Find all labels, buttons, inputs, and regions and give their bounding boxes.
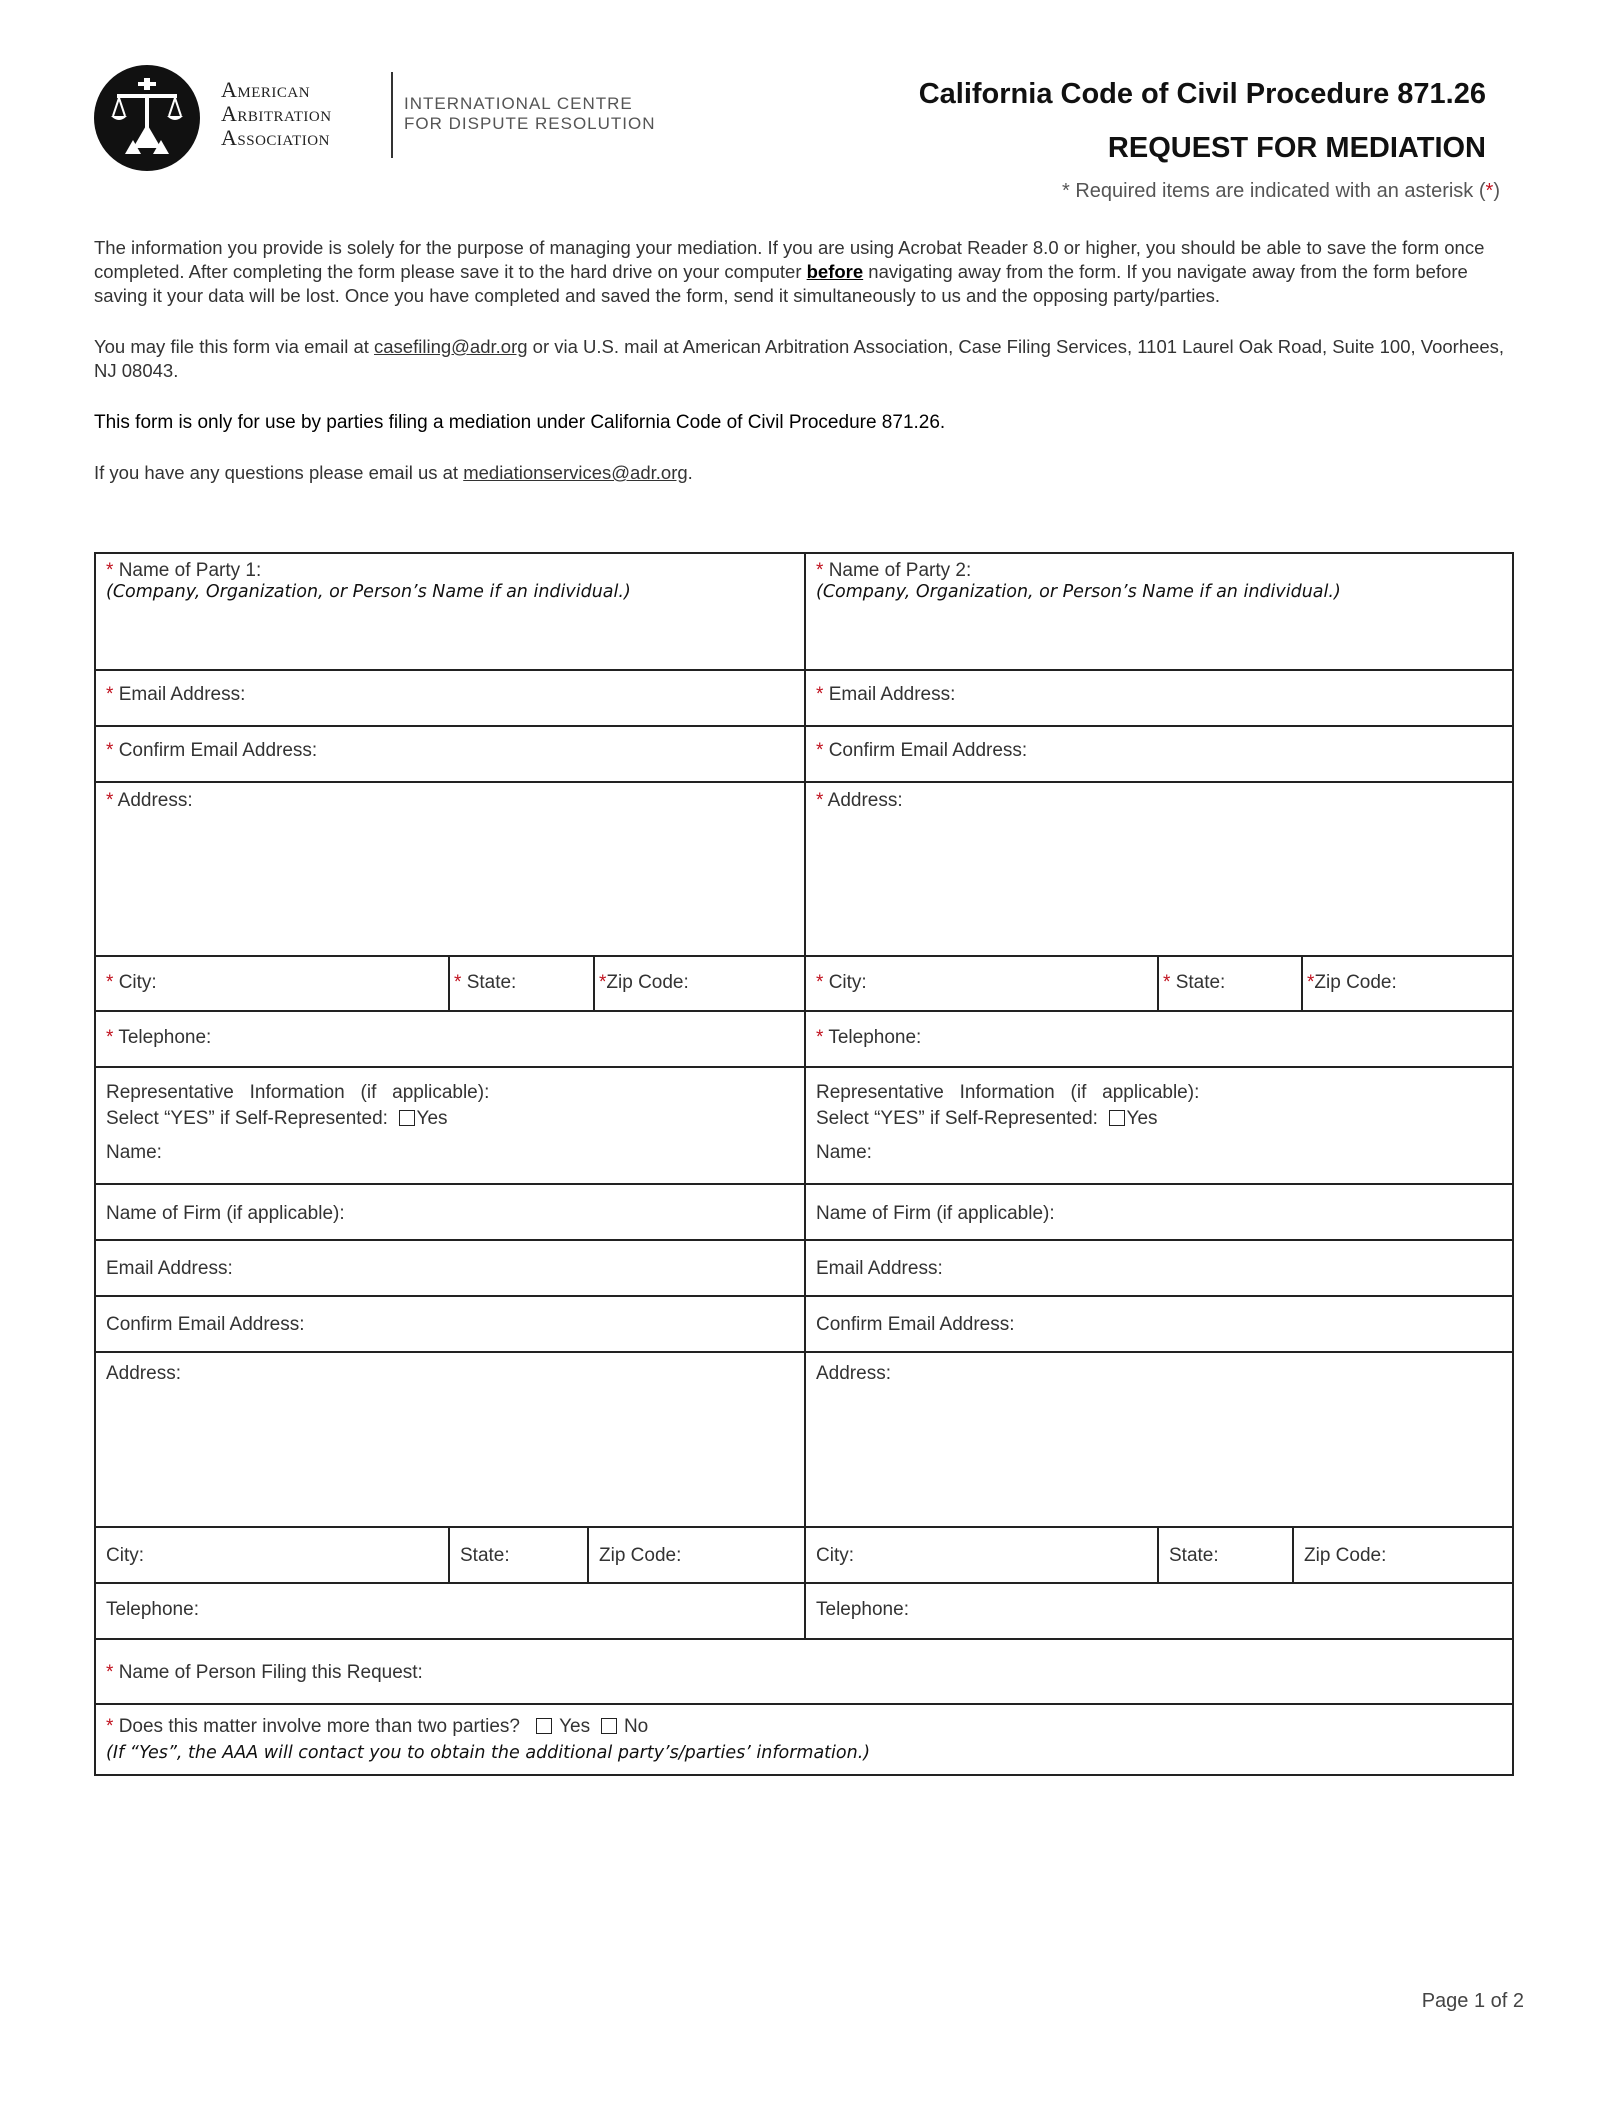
required-star: * bbox=[599, 972, 607, 993]
required-star: * bbox=[106, 1716, 114, 1737]
party2-firm-label: Name of Firm (if applicable): bbox=[816, 1203, 1055, 1224]
party2-name-hint: (Company, Organization, or Person’s Name if an individual.) bbox=[816, 582, 1341, 602]
required-star: * bbox=[816, 1027, 824, 1048]
more-parties-section bbox=[96, 1708, 1512, 1772]
party1-rep-email-label: Email Address: bbox=[106, 1258, 233, 1279]
intro-p2-text: You may file this form via email at bbox=[94, 336, 375, 357]
party2-name-field[interactable] bbox=[806, 554, 1512, 669]
party2-confirm-email-field[interactable] bbox=[806, 734, 1512, 768]
logo-divider bbox=[391, 72, 393, 158]
party1-rep-state-label: State: bbox=[460, 1545, 510, 1566]
party1-confirm-email-label: Confirm Email Address: bbox=[118, 740, 318, 761]
intro-p2-text-2: or via U.S. mail at American Arbitration Association, Case Filing Services, 1101 Laurel Oak Road, Suite 100, Voorhees, NJ 08043. bbox=[94, 336, 1505, 381]
required-star: * bbox=[816, 684, 824, 705]
required-star: * bbox=[816, 560, 824, 581]
party2-rep-zip-field[interactable] bbox=[1294, 1539, 1512, 1573]
party2-state-label: State: bbox=[1175, 972, 1226, 993]
party2-representative-section bbox=[806, 1074, 1512, 1182]
party2-rep-info-label: Representative Information (if applicable): bbox=[816, 1082, 1200, 1103]
filer-name-field[interactable] bbox=[96, 1656, 1512, 1690]
party2-telephone-label: Telephone: bbox=[828, 1027, 922, 1048]
aaa-logo bbox=[93, 64, 201, 172]
required-note-close: ) bbox=[1493, 180, 1500, 202]
party2-rep-address-field[interactable] bbox=[806, 1357, 1512, 1525]
party1-rep-telephone-label: Telephone: bbox=[106, 1599, 199, 1620]
party2-rep-zip-label: Zip Code: bbox=[1304, 1545, 1387, 1566]
required-note-star: * bbox=[1485, 180, 1494, 202]
intro-p1-text-2: navigating away from the form. If you navigate away from the form before saving it your data will be lost. Once you have completed and saved the form, send it simultaneously to us and the opposing party/parties. bbox=[94, 261, 1468, 306]
org-line-1: American bbox=[221, 77, 311, 102]
icdr-name bbox=[404, 94, 656, 134]
party1-rep-address-label: Address: bbox=[106, 1363, 181, 1384]
party1-zip-label: Zip Code: bbox=[606, 972, 689, 993]
required-star: * bbox=[106, 1027, 114, 1048]
org-line-3: Association bbox=[221, 125, 330, 150]
form-title: California Code of Civil Procedure 871.26 bbox=[918, 78, 1486, 110]
party1-rep-city-field[interactable] bbox=[96, 1539, 448, 1573]
required-star: * bbox=[1163, 972, 1171, 993]
more-parties-label: Does this matter involve more than two parties? bbox=[118, 1716, 520, 1737]
page-number: Page 1 of 2 bbox=[1421, 1990, 1524, 2012]
party1-zip-field[interactable] bbox=[589, 966, 804, 1000]
party1-self-represented-checkbox[interactable] bbox=[399, 1110, 415, 1126]
party2-yes-label: Yes bbox=[1126, 1108, 1158, 1129]
party2-address-label: Address: bbox=[827, 790, 903, 811]
required-star: * bbox=[106, 684, 114, 705]
party1-rep-state-field[interactable] bbox=[450, 1539, 587, 1573]
required-star: * bbox=[106, 740, 114, 761]
party2-rep-confirm-email-label: Confirm Email Address: bbox=[816, 1314, 1015, 1335]
party1-rep-email-field[interactable] bbox=[96, 1252, 804, 1286]
party1-address-label: Address: bbox=[117, 790, 193, 811]
mediation-email-link[interactable]: mediationservices@adr.org bbox=[463, 462, 688, 483]
party1-firm-field[interactable] bbox=[96, 1197, 804, 1231]
party2-email-label: Email Address: bbox=[828, 684, 956, 705]
party1-rep-confirm-email-label: Confirm Email Address: bbox=[106, 1314, 305, 1335]
party1-rep-name-label: Name: bbox=[106, 1142, 162, 1163]
required-star: * bbox=[106, 790, 114, 811]
party1-rep-confirm-email-field[interactable] bbox=[96, 1308, 804, 1342]
party2-city-field[interactable] bbox=[806, 966, 1157, 1000]
party2-rep-telephone-label: Telephone: bbox=[816, 1599, 909, 1620]
party2-rep-address-label: Address: bbox=[816, 1363, 891, 1384]
required-star: * bbox=[106, 1662, 114, 1683]
party1-firm-label: Name of Firm (if applicable): bbox=[106, 1203, 345, 1224]
more-parties-yes-checkbox[interactable] bbox=[536, 1718, 552, 1734]
intro-paragraph-4 bbox=[94, 461, 1514, 485]
intro-p4-text: If you have any questions please email us at bbox=[94, 462, 464, 483]
more-parties-yes-label: Yes bbox=[559, 1716, 591, 1737]
party2-rep-confirm-email-field[interactable] bbox=[806, 1308, 1512, 1342]
party1-rep-select-label: Select “YES” if Self-Represented: bbox=[106, 1108, 388, 1129]
icdr-line-2: FOR DISPUTE RESOLUTION bbox=[404, 114, 656, 133]
intro-paragraph-1 bbox=[94, 236, 1514, 308]
party1-rep-zip-field[interactable] bbox=[589, 1539, 804, 1573]
party1-city-field[interactable] bbox=[96, 966, 448, 1000]
party1-name-field[interactable] bbox=[96, 554, 804, 669]
intro-p4-period: . bbox=[687, 462, 693, 483]
party2-zip-label: Zip Code: bbox=[1314, 972, 1397, 993]
required-star: * bbox=[816, 972, 824, 993]
intro-paragraph-3: This form is only for use by parties filing a mediation under California Code of Civil Procedure 871.26. bbox=[94, 412, 946, 433]
party1-representative-section bbox=[96, 1074, 804, 1182]
filer-name-label: Name of Person Filing this Request: bbox=[118, 1662, 423, 1683]
party2-address-field[interactable] bbox=[806, 784, 1512, 954]
required-star: * bbox=[106, 560, 114, 581]
required-star: * bbox=[106, 972, 114, 993]
party1-address-field[interactable] bbox=[96, 784, 804, 954]
required-star: * bbox=[454, 972, 462, 993]
party2-rep-state-field[interactable] bbox=[1159, 1539, 1292, 1573]
casefiling-email-link[interactable]: casefiling@adr.org bbox=[374, 336, 528, 357]
more-parties-hint: (If “Yes”, the AAA will contact you to obtain the additional party’s/parties’ information.) bbox=[106, 1743, 871, 1763]
party1-confirm-email-field[interactable] bbox=[96, 734, 804, 768]
party1-email-label: Email Address: bbox=[118, 684, 246, 705]
party2-rep-email-label: Email Address: bbox=[816, 1258, 943, 1279]
party2-zip-field[interactable] bbox=[1297, 966, 1512, 1000]
party1-rep-city-label: City: bbox=[106, 1545, 144, 1566]
party2-telephone-field[interactable] bbox=[806, 1021, 1512, 1055]
mediation-form bbox=[94, 552, 1514, 1776]
party1-telephone-label: Telephone: bbox=[118, 1027, 212, 1048]
intro-p1-text: The information you provide is solely for the purpose of managing your mediation. If you are using Acrobat Reader 8.0 or higher, you should be able to save the form once completed. After completing the form please save it to the hard drive on your computer bbox=[94, 237, 1485, 282]
more-parties-no-label: No bbox=[623, 1716, 649, 1737]
party1-rep-info-label: Representative Information (if applicable): bbox=[106, 1082, 490, 1103]
party2-rep-telephone-field[interactable] bbox=[806, 1593, 1512, 1627]
party2-rep-select-label: Select “YES” if Self-Represented: bbox=[816, 1108, 1098, 1129]
party1-city-label: City: bbox=[118, 972, 157, 993]
required-note-text: * Required items are indicated with an asterisk ( bbox=[1062, 180, 1486, 202]
party2-rep-city-field[interactable] bbox=[806, 1539, 1157, 1573]
required-star: * bbox=[816, 790, 824, 811]
more-parties-no-checkbox[interactable] bbox=[601, 1718, 617, 1734]
icdr-line-1: INTERNATIONAL CENTRE bbox=[404, 94, 633, 113]
party1-state-field[interactable] bbox=[444, 966, 589, 1000]
party2-rep-city-label: City: bbox=[816, 1545, 854, 1566]
party1-email-field[interactable] bbox=[96, 678, 804, 712]
party1-rep-address-field[interactable] bbox=[96, 1357, 804, 1525]
party1-rep-telephone-field[interactable] bbox=[96, 1593, 804, 1627]
party2-name-label: Name of Party 2: bbox=[828, 560, 972, 581]
org-name bbox=[221, 78, 332, 150]
party1-name-hint: (Company, Organization, or Person’s Name if an individual.) bbox=[106, 582, 631, 602]
party2-state-field[interactable] bbox=[1153, 966, 1298, 1000]
intro-p1-before: before bbox=[806, 261, 864, 282]
form-subtitle: REQUEST FOR MEDIATION bbox=[1107, 132, 1486, 164]
party2-firm-field[interactable] bbox=[806, 1197, 1512, 1231]
party1-name-label: Name of Party 1: bbox=[118, 560, 262, 581]
party1-state-label: State: bbox=[466, 972, 517, 993]
party1-telephone-field[interactable] bbox=[96, 1021, 804, 1055]
party2-rep-state-label: State: bbox=[1169, 1545, 1219, 1566]
party2-rep-name-label: Name: bbox=[816, 1142, 872, 1163]
org-line-2: Arbitration bbox=[221, 101, 332, 126]
required-note bbox=[1062, 180, 1500, 203]
required-star: * bbox=[816, 740, 824, 761]
party2-rep-email-field[interactable] bbox=[806, 1252, 1512, 1286]
party1-yes-label: Yes bbox=[416, 1108, 448, 1129]
party2-self-represented-checkbox[interactable] bbox=[1109, 1110, 1125, 1126]
party2-confirm-email-label: Confirm Email Address: bbox=[828, 740, 1028, 761]
intro-paragraph-2 bbox=[94, 335, 1514, 383]
required-star: * bbox=[1307, 972, 1315, 993]
party1-rep-zip-label: Zip Code: bbox=[599, 1545, 682, 1566]
party2-email-field[interactable] bbox=[806, 678, 1512, 712]
party2-city-label: City: bbox=[828, 972, 867, 993]
